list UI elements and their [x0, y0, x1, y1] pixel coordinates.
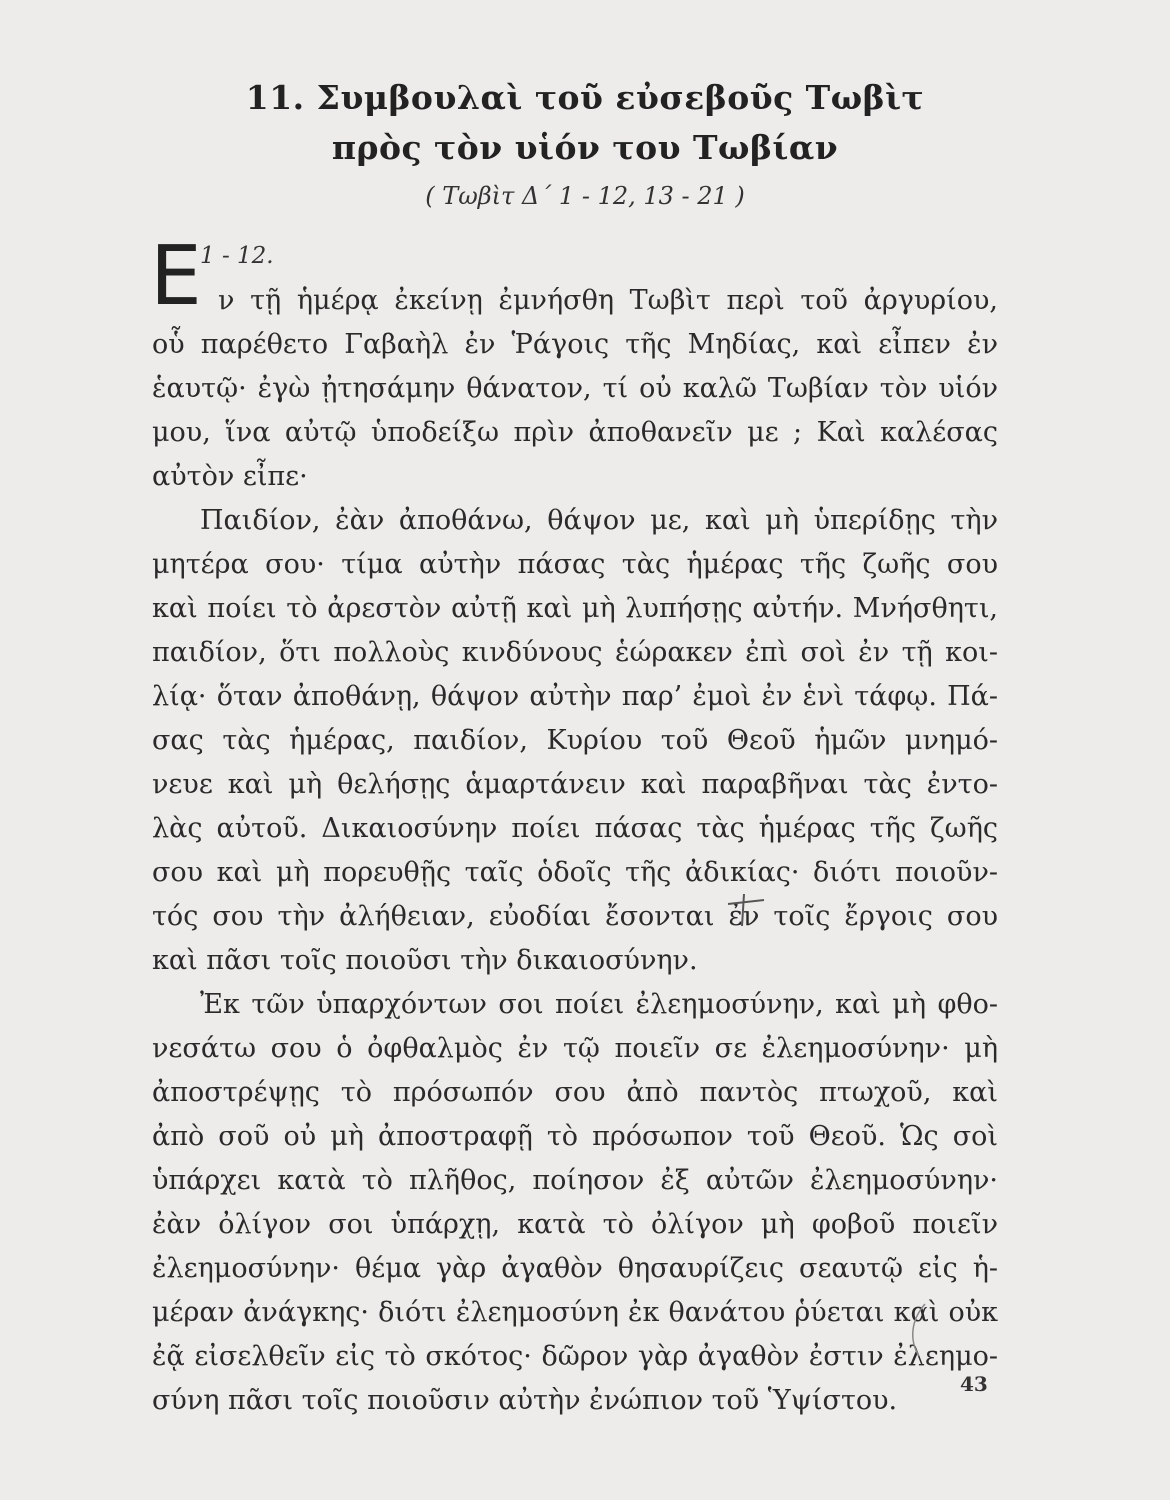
pencil-mark-icon [720, 890, 770, 930]
text-line: σας τὰς ἡμέρας, παιδίον, Κυρίου τοῦ Θεοῦ ἡμῶν μνημό- [152, 725, 998, 756]
text-line: σου καὶ μὴ πορευθῇς ταῖς ὁδοῖς τῆς ἀδικίας· διότι ποιοῦν- [152, 857, 998, 888]
text-line: καὶ ποίει τὸ ἀρεστὸν αὐτῇ καὶ μὴ λυπήσῃς αὐτήν. Μνήσθητι, [152, 593, 998, 624]
text-line: αὐτὸν εἶπε· [152, 461, 308, 492]
text-line: νεσάτω σου ὁ ὀφθαλμὸς ἐν τῷ ποιεῖν σε ἐλεημοσύνην· μὴ [152, 1033, 998, 1064]
drop-cap: E [150, 229, 202, 324]
text-line: λίᾳ· ὅταν ἀποθάνῃ, θάψον αὐτὴν παρ’ ἐμοὶ ἐν ἑνὶ τάφῳ. Πά- [152, 681, 998, 712]
text-line: λὰς αὐτοῦ. Δικαιοσύνην ποίει πάσας τὰς ἡμέρας τῆς ζωῆς [152, 813, 998, 844]
scripture-reference: ( Τωβὶτ Δ΄ 1 - 12, 13 - 21 ) [425, 182, 745, 210]
text-line: Ἐκ τῶν ὑπαρχόντων σοι ποίει ἐλεημοσύνην, καὶ μὴ φθο- [200, 989, 998, 1020]
text-line: ὑπάρχει κατὰ τὸ πλῆθος, ποίησον ἐξ αὐτῶν ἐλεημοσύνην· [152, 1165, 998, 1196]
text-line: ἀποστρέψῃς τὸ πρόσωπόν σου ἀπὸ παντὸς πτωχοῦ, καὶ [152, 1077, 998, 1108]
text-line: Παιδίον, ἐὰν ἀποθάνω, θάψον με, καὶ μὴ ὑπερίδῃς τὴν [200, 505, 998, 536]
page-number: 43 [960, 1372, 988, 1396]
text-line: μου, ἵνα αὐτῷ ὑποδείξω πρὶν ἀποθανεῖν με ; Καὶ καλέσας [152, 417, 998, 448]
text-line: ν τῇ ἡμέρᾳ ἐκείνῃ ἐμνήσθη Τωβὶτ περὶ τοῦ ἀργυρίου, [218, 285, 998, 316]
chapter-subtitle: πρὸς τὸν υἱόν του Τωβίαν [331, 128, 839, 167]
text-line: ἐᾷ εἰσελθεῖν εἰς τὸ σκότος· δῶρον γὰρ ἀγαθὸν ἐστιν ἐλεημο- [152, 1341, 998, 1372]
chapter-title: 11. Συμβουλαὶ τοῦ εὐσεβοῦς Τωβὶτ [245, 78, 925, 117]
text-line: ἐλεημοσύνην· θέμα γὰρ ἀγαθὸν θησαυρίζεις σεαυτῷ εἰς ἡ- [152, 1253, 998, 1284]
text-line: ἑαυτῷ· ἐγὼ ᾐτησάμην θάνατον, τί οὐ καλῶ Τωβίαν τὸν υἱόν [152, 373, 998, 404]
text-line: ἀπὸ σοῦ οὐ μὴ ἀποστραφῇ τὸ πρόσωπον τοῦ Θεοῦ. Ὡς σοὶ [152, 1121, 998, 1152]
text-line: ἐὰν ὀλίγον σοι ὑπάρχῃ, κατὰ τὸ ὀλίγον μὴ φοβοῦ ποιεῖν [152, 1209, 998, 1240]
text-line: μέραν ἀνάγκης· διότι ἐλεημοσύνη ἐκ θανάτου ῥύεται καὶ οὐκ [152, 1297, 998, 1328]
verse-marker: 1 - 12. [200, 243, 274, 269]
text-line: σύνη πᾶσι τοῖς ποιοῦσιν αὐτὴν ἐνώπιον τοῦ Ὑψίστου. [152, 1385, 898, 1416]
text-line: μητέρα σου· τίμα αὐτὴν πάσας τὰς ἡμέρας τῆς ζωῆς σου [152, 549, 998, 580]
text-line: καὶ πᾶσι τοῖς ποιοῦσι τὴν δικαιοσύνην. [152, 945, 698, 976]
text-line: οὗ παρέθετο Γαβαὴλ ἐν Ῥάγοις τῆς Μηδίας, καὶ εἶπεν ἐν [152, 329, 998, 360]
text-line: παιδίον, ὅτι πολλοὺς κινδύνους ἑώρακεν ἐπὶ σοὶ ἐν τῇ κοι- [152, 637, 998, 668]
text-line: νευε καὶ μὴ θελήσῃς ἁμαρτάνειν καὶ παραβῆναι τὰς ἐντο- [152, 769, 998, 800]
text-line: τός σου τὴν ἀλήθειαν, εὐοδίαι ἔσονται ἐν τοῖς ἔργοις σου [152, 901, 998, 932]
pencil-mark-icon [905, 1300, 935, 1360]
